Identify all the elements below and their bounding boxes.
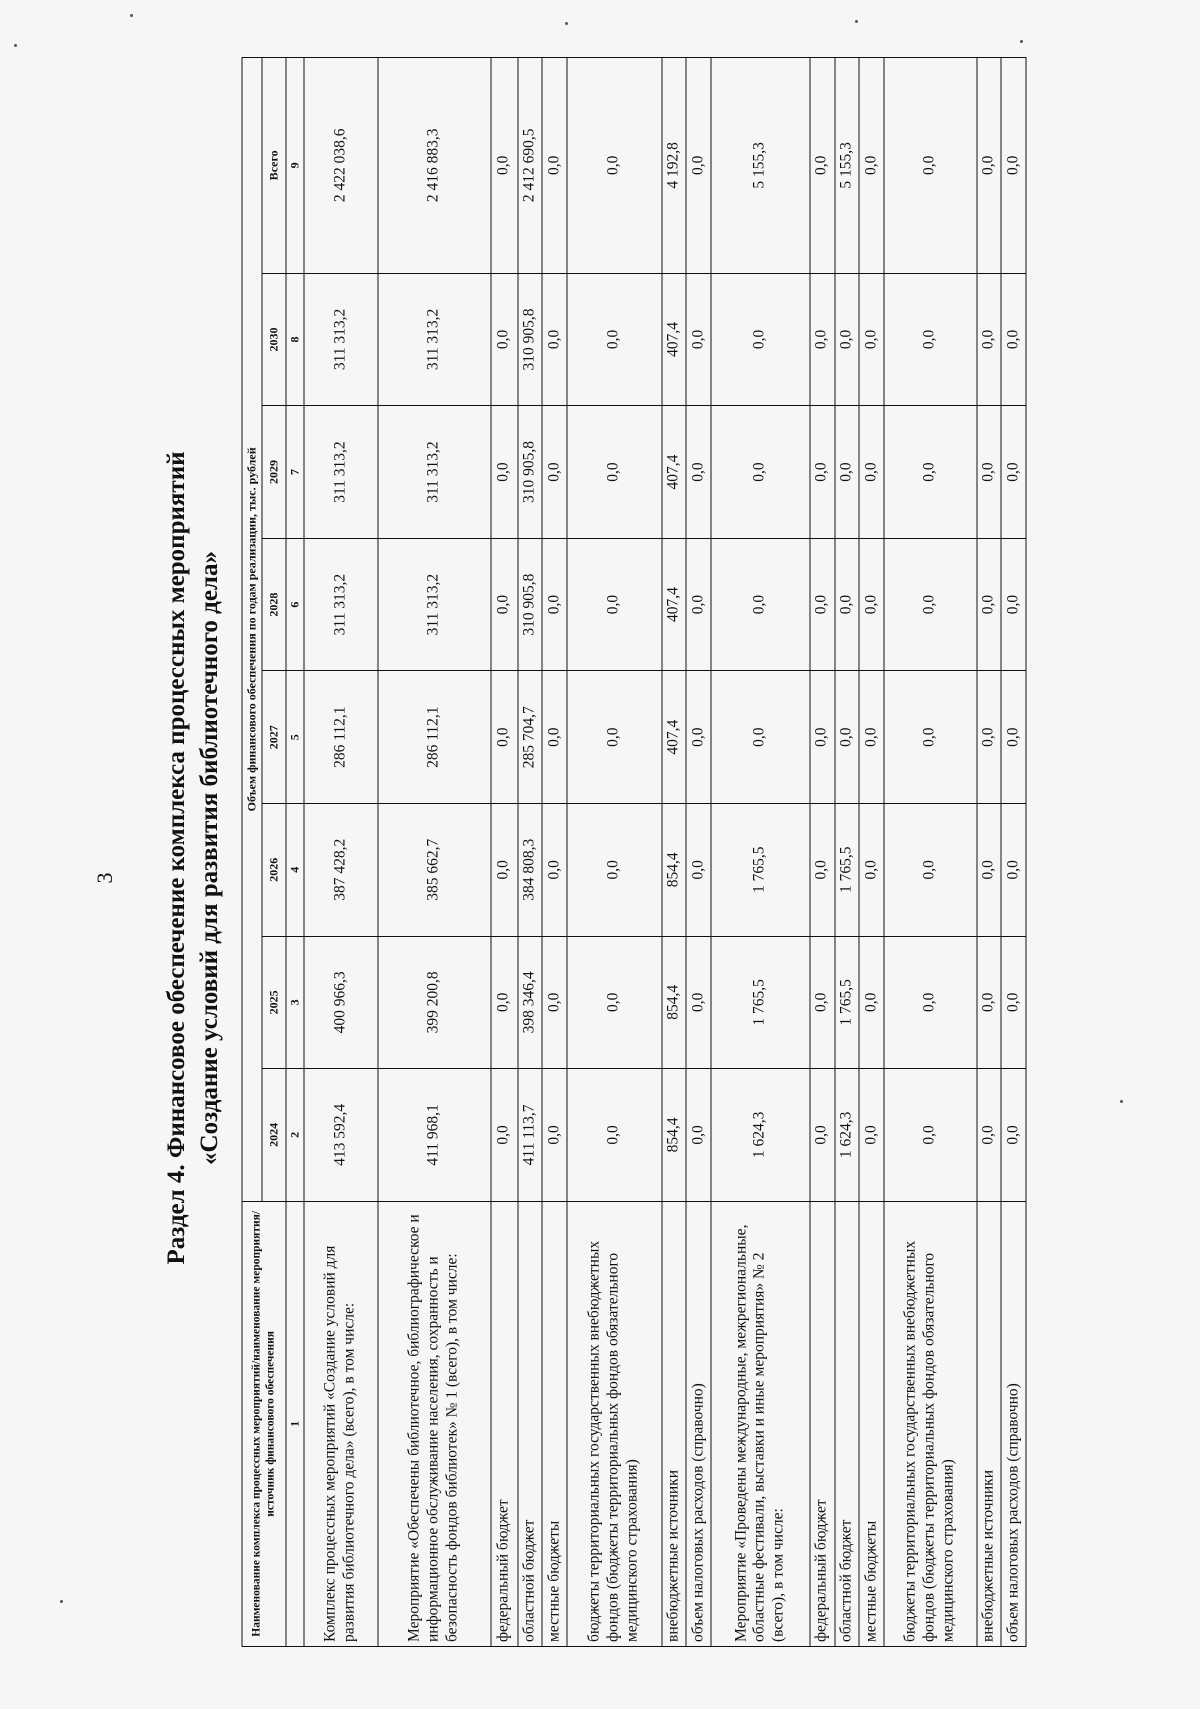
cell-value: 0,0 <box>542 58 567 274</box>
table-row <box>1001 58 1026 1647</box>
cell-value: 854,4 <box>662 1069 687 1202</box>
table-row <box>567 58 662 1647</box>
cell-value: 311 313,2 <box>378 406 491 539</box>
cell-value: 0,0 <box>859 538 884 671</box>
cell-value: 0,0 <box>567 273 662 406</box>
cell-value: 310 905,8 <box>518 538 543 671</box>
cell-value: 310 905,8 <box>518 406 543 539</box>
cell-value: 0,0 <box>542 803 567 936</box>
cell-value: 0,0 <box>567 803 662 936</box>
finance-table-wrapper <box>242 57 1027 1647</box>
cell-value: 1 765,5 <box>835 803 860 936</box>
cell-value: 1 765,5 <box>835 936 860 1069</box>
cell-value: 0,0 <box>1001 273 1026 406</box>
cell-value: 0,0 <box>542 406 567 539</box>
table-row <box>977 58 1002 1647</box>
table-row <box>542 58 567 1647</box>
cell-value: 1 765,5 <box>711 803 810 936</box>
cell-value: 0,0 <box>1001 936 1026 1069</box>
cell-value: 2 422 038,6 <box>304 58 378 274</box>
cell-value: 0,0 <box>686 1069 711 1202</box>
name-column-header: Наименование комплекса процессных мероприятий/наименование мероприятия/источник финансового обеспечения <box>242 1201 286 1646</box>
year-header: 2029 <box>262 406 286 539</box>
row-name: Мероприятие «Проведены международные, межрегиональные, областные фестивали, выставки и иные мероприятия» № 2 (всего), в том числе: <box>711 1201 810 1646</box>
cell-value: 0,0 <box>686 803 711 936</box>
cell-value: 0,0 <box>567 406 662 539</box>
column-number: 8 <box>286 273 304 406</box>
cell-value: 286 112,1 <box>378 671 491 804</box>
cell-value: 411 113,7 <box>518 1069 543 1202</box>
row-name: внебюджетные источники <box>662 1201 687 1646</box>
cell-value: 0,0 <box>491 406 518 539</box>
cell-value: 0,0 <box>835 671 860 804</box>
section-title <box>160 118 226 1598</box>
cell-value: 0,0 <box>859 803 884 936</box>
cell-value: 0,0 <box>810 803 835 936</box>
cell-value: 0,0 <box>810 406 835 539</box>
cell-value: 0,0 <box>542 273 567 406</box>
row-name: объем налоговых расходов (справочно) <box>1001 1201 1026 1646</box>
cell-value: 0,0 <box>567 58 662 274</box>
row-name: федеральный бюджет <box>491 1201 518 1646</box>
row-name: бюджеты территориальных государственных внебюджетных фондов (бюджеты территориальных фондов обязательного медицинского страхования) <box>884 1201 977 1646</box>
cell-value: 854,4 <box>662 936 687 1069</box>
cell-value: 0,0 <box>567 538 662 671</box>
cell-value: 0,0 <box>491 1069 518 1202</box>
cell-value: 1 624,3 <box>711 1069 810 1202</box>
table-row <box>378 58 491 1647</box>
scan-speck <box>60 1600 63 1603</box>
cell-value: 0,0 <box>1001 406 1026 539</box>
cell-value: 0,0 <box>711 671 810 804</box>
cell-value: 0,0 <box>1001 58 1026 274</box>
cell-value: 2 416 883,3 <box>378 58 491 274</box>
cell-value: 385 662,7 <box>378 803 491 936</box>
cell-value: 0,0 <box>686 671 711 804</box>
year-header: 2025 <box>262 936 286 1069</box>
cell-value: 407,4 <box>662 406 687 539</box>
cell-value: 0,0 <box>884 406 977 539</box>
cell-value: 0,0 <box>567 936 662 1069</box>
cell-value: 0,0 <box>859 273 884 406</box>
table-row <box>835 58 860 1647</box>
cell-value: 0,0 <box>835 538 860 671</box>
cell-value: 311 313,2 <box>304 538 378 671</box>
cell-value: 0,0 <box>686 538 711 671</box>
cell-value: 0,0 <box>810 1069 835 1202</box>
total-header: Всего <box>262 58 286 274</box>
year-header: 2030 <box>262 273 286 406</box>
table-row <box>884 58 977 1647</box>
cell-value: 0,0 <box>977 538 1002 671</box>
cell-value: 407,4 <box>662 538 687 671</box>
cell-value: 0,0 <box>884 803 977 936</box>
row-name: областной бюджет <box>835 1201 860 1646</box>
cell-value: 0,0 <box>1001 1069 1026 1202</box>
cell-value: 0,0 <box>542 936 567 1069</box>
scan-speck <box>855 20 858 23</box>
row-name: федеральный бюджет <box>810 1201 835 1646</box>
cell-value: 0,0 <box>810 58 835 274</box>
cell-value: 0,0 <box>567 1069 662 1202</box>
cell-value: 1 624,3 <box>835 1069 860 1202</box>
page-number: 3 <box>92 872 117 884</box>
table-row <box>686 58 711 1647</box>
row-name: местные бюджеты <box>542 1201 567 1646</box>
cell-value: 0,0 <box>491 273 518 406</box>
cell-value: 2 412 690,5 <box>518 58 543 274</box>
scan-speck <box>1020 40 1023 43</box>
cell-value: 0,0 <box>859 1069 884 1202</box>
row-name: Комплекс процессных мероприятий «Создание условий для развития библиотечного дела» (всего), в том числе: <box>304 1201 378 1646</box>
table-row <box>810 58 835 1647</box>
cell-value: 0,0 <box>810 936 835 1069</box>
cell-value: 0,0 <box>686 273 711 406</box>
column-number: 4 <box>286 803 304 936</box>
cell-value: 413 592,4 <box>304 1069 378 1202</box>
cell-value: 0,0 <box>542 538 567 671</box>
cell-value: 0,0 <box>835 406 860 539</box>
cell-value: 0,0 <box>977 936 1002 1069</box>
cell-value: 0,0 <box>686 936 711 1069</box>
cell-value: 0,0 <box>686 58 711 274</box>
cell-value: 311 313,2 <box>304 406 378 539</box>
row-name: бюджеты территориальных государственных внебюджетных фондов (бюджеты территориальных фондов обязательного медицинского страхования) <box>567 1201 662 1646</box>
cell-value: 0,0 <box>711 538 810 671</box>
cell-value: 0,0 <box>1001 803 1026 936</box>
cell-value: 0,0 <box>977 58 1002 274</box>
cell-value: 0,0 <box>1001 671 1026 804</box>
cell-value: 387 428,2 <box>304 803 378 936</box>
cell-value: 0,0 <box>859 936 884 1069</box>
cell-value: 0,0 <box>491 671 518 804</box>
cell-value: 286 112,1 <box>304 671 378 804</box>
cell-value: 0,0 <box>884 671 977 804</box>
row-name: областной бюджет <box>518 1201 543 1646</box>
cell-value: 854,4 <box>662 803 687 936</box>
cell-value: 0,0 <box>884 58 977 274</box>
year-header: 2027 <box>262 671 286 804</box>
cell-value: 407,4 <box>662 273 687 406</box>
cell-value: 0,0 <box>977 273 1002 406</box>
cell-value: 384 808,3 <box>518 803 543 936</box>
table-row <box>859 58 884 1647</box>
cell-value: 0,0 <box>491 538 518 671</box>
finance-table <box>242 57 1027 1647</box>
cell-value: 399 200,8 <box>378 936 491 1069</box>
cell-value: 0,0 <box>859 58 884 274</box>
cell-value: 285 704,7 <box>518 671 543 804</box>
cell-value: 0,0 <box>711 406 810 539</box>
cell-value: 0,0 <box>977 671 1002 804</box>
cell-value: 311 313,2 <box>378 273 491 406</box>
cell-value: 0,0 <box>567 671 662 804</box>
cell-value: 0,0 <box>977 1069 1002 1202</box>
cell-value: 0,0 <box>859 671 884 804</box>
cell-value: 0,0 <box>810 538 835 671</box>
cell-value: 0,0 <box>686 406 711 539</box>
column-number: 9 <box>286 58 304 274</box>
table-row <box>662 58 687 1647</box>
section-title-line-2: «Создание условий для развития библиотечного дела» <box>196 551 223 1165</box>
cell-value: 0,0 <box>491 936 518 1069</box>
cell-value: 407,4 <box>662 671 687 804</box>
cell-value: 411 968,1 <box>378 1069 491 1202</box>
scan-speck <box>1120 1100 1123 1103</box>
column-number: 3 <box>286 936 304 1069</box>
section-title-line-1: Раздел 4. Финансовое обеспечение комплекса процессных мероприятий <box>163 451 190 1265</box>
cell-value: 0,0 <box>884 936 977 1069</box>
cell-value: 311 313,2 <box>378 538 491 671</box>
cell-value: 0,0 <box>491 803 518 936</box>
cell-value: 0,0 <box>491 58 518 274</box>
cell-value: 0,0 <box>542 1069 567 1202</box>
row-name: Мероприятие «Обеспечены библиотечное, библиографическое и информационное обслуживание населения, сохранность и безопасность фондов библиотек» № 1 (всего), в том числе: <box>378 1201 491 1646</box>
cell-value: 0,0 <box>977 803 1002 936</box>
cell-value: 5 155,3 <box>835 58 860 274</box>
column-number: 5 <box>286 671 304 804</box>
column-number: 2 <box>286 1069 304 1202</box>
cell-value: 398 346,4 <box>518 936 543 1069</box>
table-row <box>518 58 543 1647</box>
table-row <box>304 58 378 1647</box>
cell-value: 0,0 <box>977 406 1002 539</box>
cell-value: 0,0 <box>884 538 977 671</box>
year-header: 2028 <box>262 538 286 671</box>
cell-value: 1 765,5 <box>711 936 810 1069</box>
cell-value: 0,0 <box>810 273 835 406</box>
cell-value: 0,0 <box>542 671 567 804</box>
column-number: 7 <box>286 406 304 539</box>
table-row <box>711 58 810 1647</box>
cell-value: 310 905,8 <box>518 273 543 406</box>
cell-value: 5 155,3 <box>711 58 810 274</box>
row-name: объем налоговых расходов (справочно) <box>686 1201 711 1646</box>
year-header: 2026 <box>262 803 286 936</box>
cell-value: 4 192,8 <box>662 58 687 274</box>
year-header: 2024 <box>262 1069 286 1202</box>
cell-value: 0,0 <box>1001 538 1026 671</box>
column-number: 6 <box>286 538 304 671</box>
table-row <box>491 58 518 1647</box>
cell-value: 0,0 <box>810 671 835 804</box>
cell-value: 0,0 <box>835 273 860 406</box>
scan-speck <box>565 22 568 25</box>
scan-speck <box>130 14 133 17</box>
cell-value: 311 313,2 <box>304 273 378 406</box>
funding-group-header: Объем финансового обеспечения по годам реализации, тыс. рублей <box>242 58 262 1202</box>
cell-value: 0,0 <box>884 1069 977 1202</box>
cell-value: 400 966,3 <box>304 936 378 1069</box>
row-name: местные бюджеты <box>859 1201 884 1646</box>
column-number: 1 <box>286 1201 304 1646</box>
cell-value: 0,0 <box>859 406 884 539</box>
cell-value: 0,0 <box>884 273 977 406</box>
scan-speck <box>14 44 17 47</box>
row-name: внебюджетные источники <box>977 1201 1002 1646</box>
cell-value: 0,0 <box>711 273 810 406</box>
